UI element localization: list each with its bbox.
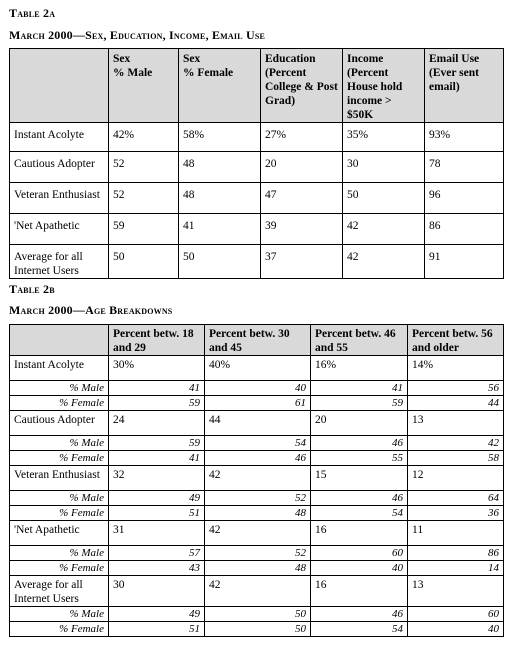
value-cell: 96 [425,183,504,214]
value-cell: 32 [109,466,205,491]
male-value-cell: 46 [311,607,408,622]
table-2b-header-cell: Percent betw. 18 and 29 [109,325,205,356]
value-cell: 14% [408,356,504,381]
value-cell: 30 [109,576,205,607]
table-2b-header-cell: Percent betw. 30 and 45 [205,325,311,356]
male-value-cell: 52 [205,491,311,506]
value-cell: 42 [205,521,311,546]
table-row [10,466,504,491]
female-value-cell: 54 [311,622,408,637]
female-label-cell: % Female [10,451,109,466]
value-cell: 48 [179,152,261,183]
female-label-cell: % Female [10,396,109,411]
value-cell: 42 [343,245,425,279]
table-2a-subtitle: March 2000—Sex, Education, Income, Email Use [9,28,266,42]
female-value-cell: 44 [408,396,504,411]
table-row [10,576,504,607]
value-cell: 16% [311,356,408,381]
female-value-cell: 43 [109,561,205,576]
table-2b-corner-cell [10,325,109,356]
table-subrow-female [10,622,504,637]
row-label-cell: Cautious Adopter [10,411,109,436]
value-cell: 24 [109,411,205,436]
table-2a-header-cell: Sex % Female [179,49,261,123]
table-2b-header-cell: Percent betw. 46 and 55 [311,325,408,356]
table-subrow-male [10,491,504,506]
male-value-cell: 41 [109,381,205,396]
male-value-cell: 57 [109,546,205,561]
table-2b-label: Table 2b [9,282,55,296]
male-value-cell: 40 [205,381,311,396]
female-value-cell: 14 [408,561,504,576]
male-value-cell: 50 [205,607,311,622]
male-value-cell: 52 [205,546,311,561]
value-cell: 48 [179,183,261,214]
value-cell: 59 [109,214,179,245]
male-value-cell: 46 [311,491,408,506]
table-2b-header-row [10,325,504,356]
value-cell: 12 [408,466,504,491]
table-subrow-male [10,607,504,622]
row-label-cell: Instant Acolyte [10,123,109,152]
female-label-cell: % Female [10,622,109,637]
value-cell: 13 [408,411,504,436]
table-subrow-female [10,396,504,411]
table-subrow-male [10,436,504,451]
table-2a [9,48,504,279]
value-cell: 37 [261,245,343,279]
value-cell: 86 [425,214,504,245]
male-label-cell: % Male [10,381,109,396]
male-value-cell: 49 [109,607,205,622]
value-cell: 27% [261,123,343,152]
row-label-cell: 'Net Apathetic [10,214,109,245]
table-2a-header-cell: Sex % Male [109,49,179,123]
male-value-cell: 56 [408,381,504,396]
row-label-cell: Average for all Internet Users [10,576,109,607]
row-label-cell: Instant Acolyte [10,356,109,381]
row-label-cell: Average for all Internet Users [10,245,109,279]
value-cell: 13 [408,576,504,607]
table-2a-header-row [10,49,504,123]
value-cell: 50 [179,245,261,279]
female-value-cell: 59 [311,396,408,411]
female-value-cell: 51 [109,506,205,521]
table-row [10,214,504,245]
male-value-cell: 49 [109,491,205,506]
male-label-cell: % Male [10,491,109,506]
row-label-cell: 'Net Apathetic [10,521,109,546]
value-cell: 42 [205,576,311,607]
female-value-cell: 41 [109,451,205,466]
value-cell: 35% [343,123,425,152]
female-value-cell: 50 [205,622,311,637]
table-2b-subtitle: March 2000—Age Breakdowns [9,303,173,317]
male-value-cell: 46 [311,436,408,451]
value-cell: 20 [311,411,408,436]
female-label-cell: % Female [10,506,109,521]
female-value-cell: 59 [109,396,205,411]
value-cell: 31 [109,521,205,546]
table-2b [9,324,504,637]
value-cell: 91 [425,245,504,279]
value-cell: 52 [109,152,179,183]
value-cell: 39 [261,214,343,245]
female-label-cell: % Female [10,561,109,576]
male-value-cell: 60 [408,607,504,622]
value-cell: 20 [261,152,343,183]
value-cell: 93% [425,123,504,152]
male-label-cell: % Male [10,607,109,622]
value-cell: 42 [343,214,425,245]
female-value-cell: 40 [311,561,408,576]
female-value-cell: 58 [408,451,504,466]
table-2a-label: Table 2a [9,6,56,20]
table-row [10,356,504,381]
value-cell: 42 [205,466,311,491]
value-cell: 44 [205,411,311,436]
value-cell: 15 [311,466,408,491]
value-cell: 50 [109,245,179,279]
table-subrow-female [10,506,504,521]
male-value-cell: 41 [311,381,408,396]
table-row [10,245,504,279]
female-value-cell: 51 [109,622,205,637]
table-row [10,123,504,152]
value-cell: 30% [109,356,205,381]
female-value-cell: 36 [408,506,504,521]
value-cell: 52 [109,183,179,214]
female-value-cell: 40 [408,622,504,637]
value-cell: 40% [205,356,311,381]
male-value-cell: 60 [311,546,408,561]
male-value-cell: 64 [408,491,504,506]
table-2a-header-cell: Income (Percent House hold income > $50K [343,49,425,123]
table-subrow-female [10,451,504,466]
value-cell: 47 [261,183,343,214]
table-subrow-male [10,546,504,561]
table-row [10,411,504,436]
value-cell: 30 [343,152,425,183]
table-row [10,521,504,546]
table-row [10,152,504,183]
value-cell: 16 [311,576,408,607]
male-label-cell: % Male [10,546,109,561]
value-cell: 16 [311,521,408,546]
row-label-cell: Veteran Enthusiast [10,466,109,491]
table-2a-header-cell: Email Use (Ever sent email) [425,49,504,123]
female-value-cell: 54 [311,506,408,521]
table-2a-header-cell: Education (Percent College & Post Grad) [261,49,343,123]
value-cell: 50 [343,183,425,214]
table-2b-header-cell: Percent betw. 56 and older [408,325,504,356]
female-value-cell: 55 [311,451,408,466]
table-row [10,183,504,214]
value-cell: 42% [109,123,179,152]
value-cell: 78 [425,152,504,183]
male-value-cell: 42 [408,436,504,451]
male-value-cell: 59 [109,436,205,451]
table-subrow-male [10,381,504,396]
table-2a-corner-cell [10,49,109,123]
female-value-cell: 61 [205,396,311,411]
value-cell: 41 [179,214,261,245]
row-label-cell: Cautious Adopter [10,152,109,183]
female-value-cell: 48 [205,506,311,521]
value-cell: 11 [408,521,504,546]
value-cell: 58% [179,123,261,152]
female-value-cell: 48 [205,561,311,576]
male-value-cell: 54 [205,436,311,451]
row-label-cell: Veteran Enthusiast [10,183,109,214]
table-subrow-female [10,561,504,576]
male-value-cell: 86 [408,546,504,561]
male-label-cell: % Male [10,436,109,451]
female-value-cell: 46 [205,451,311,466]
